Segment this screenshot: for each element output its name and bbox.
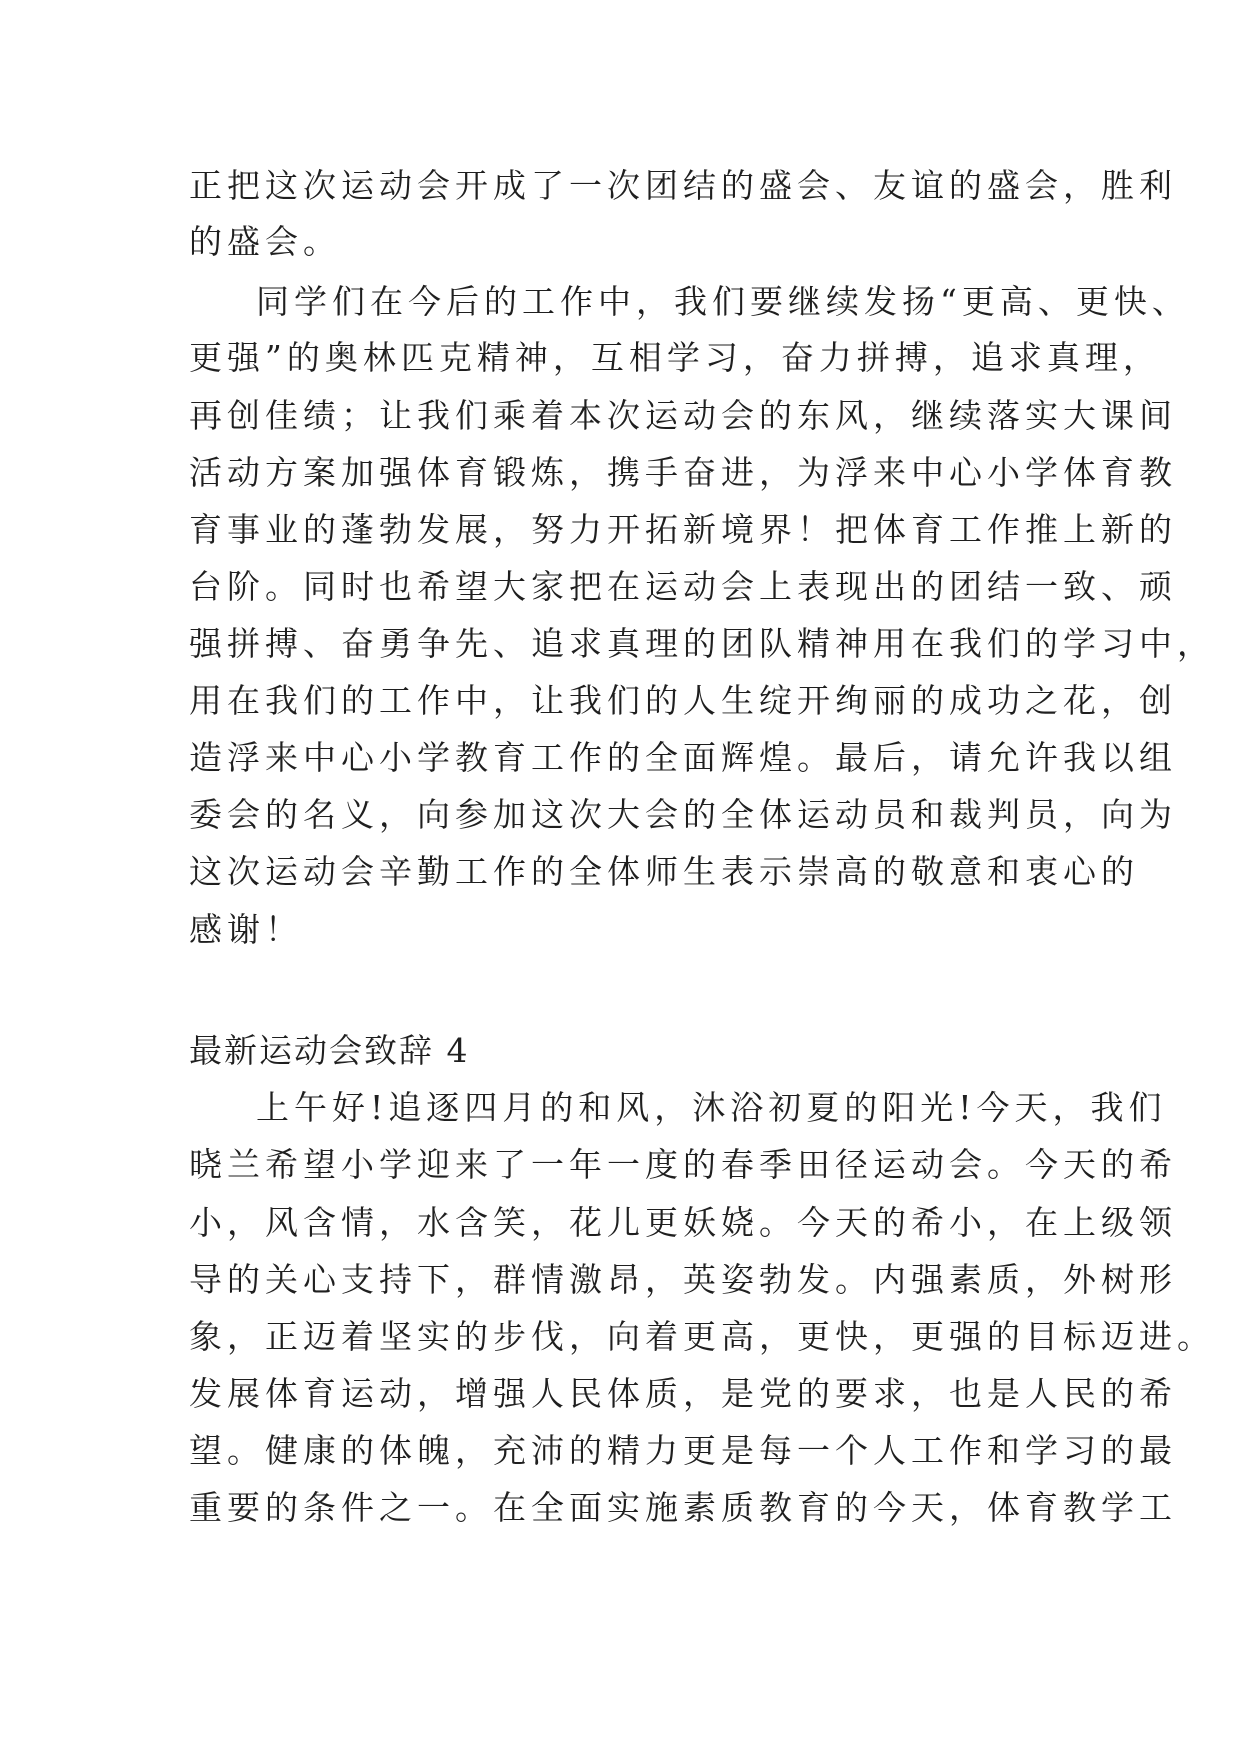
paragraph-2-line-3: 再创佳绩；让我们乘着本次运动会的东风，继续落实大课间 (189, 396, 1177, 435)
paragraph-2-line-10: 委会的名义，向参加这次大会的全体运动员和裁判员，向为 (189, 795, 1177, 834)
paragraph-2-line-4: 活动方案加强体育锻炼，携手奋进，为浮来中心小学体育教 (189, 453, 1177, 492)
paragraph-2-line-6: 台阶。同时也希望大家把在运动会上表现出的团结一致、顽 (189, 567, 1177, 606)
paragraph-2-line-12: 感谢！ (189, 910, 303, 949)
paragraph-3-line-4: 导的关心支持下，群情激昂，英姿勃发。内强素质，外树形 (189, 1260, 1177, 1299)
paragraph-2-line-1: 同学们在今后的工作中，我们要继续发扬“更高、更快、 (256, 282, 1190, 321)
paragraph-2-line-11: 这次运动会辛勤工作的全体师生表示崇高的敬意和衷心的 (189, 852, 1139, 891)
paragraph-3-line-6: 发展体育运动，增强人民体质，是党的要求，也是人民的希 (189, 1374, 1177, 1413)
paragraph-2-line-2: 更强”的奥林匹克精神，互相学习，奋力拼搏，追求真理， (189, 338, 1161, 377)
paragraph-2-line-8: 用在我们的工作中，让我们的人生绽开绚丽的成功之花，创 (189, 681, 1177, 720)
paragraph-2-line-9: 造浮来中心小学教育工作的全面辉煌。最后，请允许我以组 (189, 738, 1177, 777)
paragraph-3-line-5: 象，正迈着坚实的步伐，向着更高，更快，更强的目标迈进。 (189, 1317, 1215, 1356)
paragraph-2-line-5: 育事业的蓬勃发展，努力开拓新境界！把体育工作推上新的 (189, 510, 1177, 549)
paragraph-3-line-2: 晓兰希望小学迎来了一年一度的春季田径运动会。今天的希 (189, 1145, 1177, 1184)
paragraph-2-line-7: 强拼搏、奋勇争先、追求真理的团队精神用在我们的学习中， (189, 624, 1215, 663)
paragraph-3-line-3: 小，风含情，水含笑，花儿更妖娆。今天的希小，在上级领 (189, 1203, 1177, 1242)
paragraph-3-line-7: 望。健康的体魄，充沛的精力更是每一个人工作和学习的最 (189, 1431, 1177, 1470)
paragraph-3-line-8: 重要的条件之一。在全面实施素质教育的今天，体育教学工 (189, 1488, 1177, 1527)
paragraph-1-line-2: 的盛会。 (189, 222, 341, 261)
section-title: 最新运动会致辞 4 (189, 1031, 470, 1070)
paragraph-3-line-1: 上午好!追逐四月的和风，沐浴初夏的阳光!今天，我们 (256, 1088, 1167, 1127)
paragraph-1-line-1: 正把这次运动会开成了一次团结的盛会、友谊的盛会，胜利 (189, 166, 1177, 205)
